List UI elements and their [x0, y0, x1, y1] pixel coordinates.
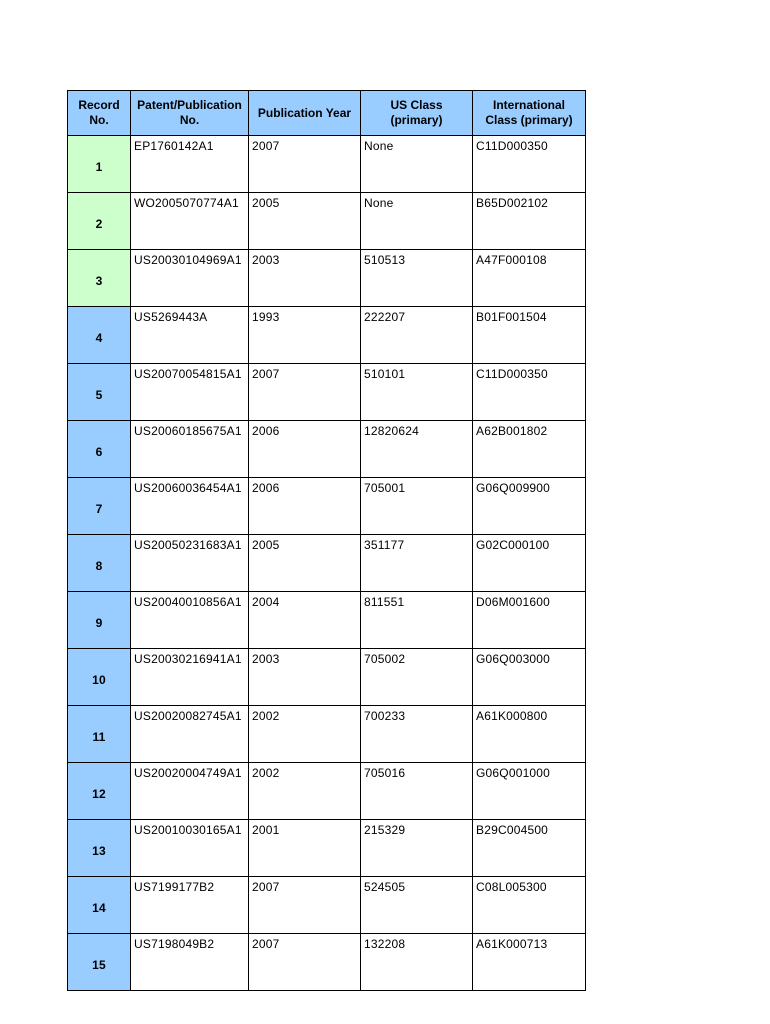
patent-no-cell: US7198049B2	[131, 934, 249, 991]
table-row	[68, 535, 586, 592]
patent-no-cell: US20040010856A1	[131, 592, 249, 649]
table-body	[68, 136, 586, 991]
record-no-cell: 1	[68, 136, 131, 193]
international-class-cell: C11D000350	[473, 136, 586, 193]
publication-year-cell: 2002	[249, 706, 361, 763]
international-class-cell: G06Q009900	[473, 478, 586, 535]
publication-year-cell: 2001	[249, 820, 361, 877]
us-class-cell: 215329	[361, 820, 473, 877]
patent-records-table	[67, 90, 586, 991]
publication-year-cell: 2006	[249, 421, 361, 478]
table-row	[68, 136, 586, 193]
table-row	[68, 364, 586, 421]
record-no-cell: 13	[68, 820, 131, 877]
patent-no-cell: US20010030165A1	[131, 820, 249, 877]
patent-no-cell: US5269443A	[131, 307, 249, 364]
international-class-cell: A47F000108	[473, 250, 586, 307]
table-row	[68, 877, 586, 934]
patent-no-cell: EP1760142A1	[131, 136, 249, 193]
publication-year-cell: 2003	[249, 649, 361, 706]
publication-year-cell: 2002	[249, 763, 361, 820]
publication-year-cell: 2003	[249, 250, 361, 307]
patent-no-cell: US20060036454A1	[131, 478, 249, 535]
record-no-cell: 15	[68, 934, 131, 991]
us-class-cell: None	[361, 193, 473, 250]
publication-year-cell: 1993	[249, 307, 361, 364]
us-class-cell: 811551	[361, 592, 473, 649]
record-no-cell: 3	[68, 250, 131, 307]
us-class-cell: 700233	[361, 706, 473, 763]
us-class-cell: 510101	[361, 364, 473, 421]
record-no-cell: 14	[68, 877, 131, 934]
publication-year-cell: 2007	[249, 877, 361, 934]
publication-year-cell: 2007	[249, 136, 361, 193]
header-patent-publication-no: Patent/Publication No.	[131, 91, 249, 136]
patent-no-cell: US20070054815A1	[131, 364, 249, 421]
table-row	[68, 706, 586, 763]
international-class-cell: A62B001802	[473, 421, 586, 478]
patent-no-cell: WO2005070774A1	[131, 193, 249, 250]
patent-no-cell: US20020004749A1	[131, 763, 249, 820]
us-class-cell: 132208	[361, 934, 473, 991]
header-row	[68, 91, 586, 136]
international-class-cell: B65D002102	[473, 193, 586, 250]
record-no-cell: 10	[68, 649, 131, 706]
record-no-cell: 6	[68, 421, 131, 478]
us-class-cell: 524505	[361, 877, 473, 934]
us-class-cell: 222207	[361, 307, 473, 364]
us-class-cell: 351177	[361, 535, 473, 592]
international-class-cell: G06Q001000	[473, 763, 586, 820]
us-class-cell: 705002	[361, 649, 473, 706]
record-no-cell: 5	[68, 364, 131, 421]
publication-year-cell: 2007	[249, 364, 361, 421]
international-class-cell: B01F001504	[473, 307, 586, 364]
record-no-cell: 9	[68, 592, 131, 649]
table-row	[68, 820, 586, 877]
us-class-cell: 705001	[361, 478, 473, 535]
record-no-cell: 7	[68, 478, 131, 535]
header-publication-year: Publication Year	[249, 91, 361, 136]
publication-year-cell: 2005	[249, 535, 361, 592]
publication-year-cell: 2006	[249, 478, 361, 535]
international-class-cell: G06Q003000	[473, 649, 586, 706]
international-class-cell: C11D000350	[473, 364, 586, 421]
record-no-cell: 12	[68, 763, 131, 820]
header-us-class: US Class (primary)	[361, 91, 473, 136]
us-class-cell: 510513	[361, 250, 473, 307]
international-class-cell: D06M001600	[473, 592, 586, 649]
table-row	[68, 193, 586, 250]
us-class-cell: 705016	[361, 763, 473, 820]
international-class-cell: A61K000800	[473, 706, 586, 763]
table-row	[68, 307, 586, 364]
record-no-cell: 8	[68, 535, 131, 592]
record-no-cell: 11	[68, 706, 131, 763]
patent-no-cell: US20020082745A1	[131, 706, 249, 763]
publication-year-cell: 2004	[249, 592, 361, 649]
international-class-cell: C08L005300	[473, 877, 586, 934]
table-header	[68, 91, 586, 136]
record-no-cell: 2	[68, 193, 131, 250]
table-row	[68, 934, 586, 991]
patent-no-cell: US20060185675A1	[131, 421, 249, 478]
international-class-cell: A61K000713	[473, 934, 586, 991]
patent-no-cell: US20050231683A1	[131, 535, 249, 592]
international-class-cell: G02C000100	[473, 535, 586, 592]
patent-no-cell: US20030216941A1	[131, 649, 249, 706]
header-record-no: Record No.	[68, 91, 131, 136]
publication-year-cell: 2007	[249, 934, 361, 991]
patent-no-cell: US20030104969A1	[131, 250, 249, 307]
table-row	[68, 478, 586, 535]
table-row	[68, 421, 586, 478]
us-class-cell: 12820624	[361, 421, 473, 478]
us-class-cell: None	[361, 136, 473, 193]
patent-no-cell: US7199177B2	[131, 877, 249, 934]
international-class-cell: B29C004500	[473, 820, 586, 877]
table-row	[68, 763, 586, 820]
record-no-cell: 4	[68, 307, 131, 364]
table-row	[68, 592, 586, 649]
table-row	[68, 649, 586, 706]
table-row	[68, 250, 586, 307]
publication-year-cell: 2005	[249, 193, 361, 250]
header-international-class: International Class (primary)	[473, 91, 586, 136]
